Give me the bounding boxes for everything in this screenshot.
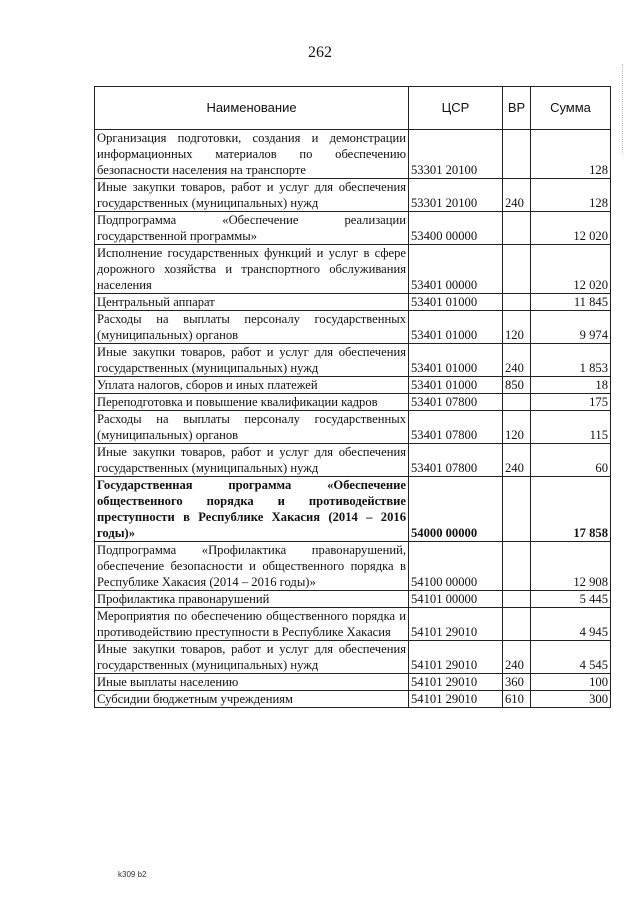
cell-csr: 53401 01000 (409, 377, 503, 394)
table-row (95, 608, 611, 641)
page-number: 262 (308, 44, 332, 61)
table-row (95, 411, 611, 444)
cell-vr (503, 394, 531, 411)
cell-sum: 1 853 (531, 344, 611, 377)
cell-name: Уплата налогов, сборов и иных платежей (95, 377, 409, 394)
table-row (95, 294, 611, 311)
table-row (95, 394, 611, 411)
cell-csr: 53401 07800 (409, 444, 503, 477)
cell-csr: 53401 01000 (409, 344, 503, 377)
cell-csr: 53401 00000 (409, 245, 503, 294)
table-header-row (95, 87, 611, 130)
cell-name: Переподготовка и повышение квалификации кадров (95, 394, 409, 411)
table-row (95, 344, 611, 377)
cell-name: Субсидии бюджетным учреждениям (95, 691, 409, 708)
cell-vr (503, 130, 531, 179)
cell-vr: 120 (503, 311, 531, 344)
cell-csr: 53401 07800 (409, 411, 503, 444)
cell-name: Государственная программа «Обеспечение общественного порядка и противодействие преступности в Республике Хакасия (2014 – 2016 годы)» (95, 477, 409, 542)
cell-csr: 54101 29010 (409, 691, 503, 708)
cell-sum: 12 020 (531, 212, 611, 245)
cell-name: Профилактика правонарушений (95, 591, 409, 608)
cell-csr: 54000 00000 (409, 477, 503, 542)
cell-name: Подпрограмма «Профилактика правонарушений, обеспечение безопасности и общественного порядка в Республике Хакасия (2014 – 2016 годы)» (95, 542, 409, 591)
table-row (95, 130, 611, 179)
table-row (95, 444, 611, 477)
cell-vr: 360 (503, 674, 531, 691)
cell-name: Подпрограмма «Обеспечение реализации государственной программы» (95, 212, 409, 245)
table-body (95, 130, 611, 708)
table-row (95, 542, 611, 591)
cell-sum: 4 545 (531, 641, 611, 674)
header-sum: Сумма (531, 87, 611, 130)
cell-csr: 54101 29010 (409, 674, 503, 691)
cell-csr: 53401 01000 (409, 311, 503, 344)
footer-code: k309 b2 (118, 870, 147, 879)
cell-vr (503, 212, 531, 245)
cell-vr (503, 542, 531, 591)
cell-name: Центральный аппарат (95, 294, 409, 311)
cell-csr: 54101 29010 (409, 608, 503, 641)
table-row (95, 212, 611, 245)
cell-vr: 610 (503, 691, 531, 708)
cell-sum: 9 974 (531, 311, 611, 344)
cell-csr: 54100 00000 (409, 542, 503, 591)
cell-csr: 53401 07800 (409, 394, 503, 411)
cell-name: Иные выплаты населению (95, 674, 409, 691)
cell-csr: 53400 00000 (409, 212, 503, 245)
cell-name: Иные закупки товаров, работ и услуг для обеспечения государственных (муниципальных) нужд (95, 444, 409, 477)
table-row (95, 245, 611, 294)
cell-sum: 17 858 (531, 477, 611, 542)
table-row (95, 477, 611, 542)
cell-vr (503, 294, 531, 311)
cell-name: Расходы на выплаты персоналу государственных (муниципальных) органов (95, 411, 409, 444)
header-vr: ВР (503, 87, 531, 130)
table-row (95, 691, 611, 708)
cell-name: Иные закупки товаров, работ и услуг для обеспечения государственных (муниципальных) нужд (95, 344, 409, 377)
cell-sum: 175 (531, 394, 611, 411)
cell-sum: 4 945 (531, 608, 611, 641)
cell-vr (503, 608, 531, 641)
cell-csr: 53301 20100 (409, 179, 503, 212)
margin-marks (622, 64, 624, 154)
cell-sum: 128 (531, 130, 611, 179)
cell-vr (503, 591, 531, 608)
table-row (95, 591, 611, 608)
table-row (95, 641, 611, 674)
header-name: Наименование (95, 87, 409, 130)
cell-sum: 100 (531, 674, 611, 691)
table-row (95, 674, 611, 691)
cell-csr: 54101 00000 (409, 591, 503, 608)
cell-vr (503, 477, 531, 542)
cell-csr: 54101 29010 (409, 641, 503, 674)
cell-sum: 12 020 (531, 245, 611, 294)
cell-name: Исполнение государственных функций и услуг в сфере дорожного хозяйства и транспортного обслуживания населения (95, 245, 409, 294)
cell-sum: 12 908 (531, 542, 611, 591)
cell-vr: 120 (503, 411, 531, 444)
cell-sum: 300 (531, 691, 611, 708)
cell-vr: 240 (503, 179, 531, 212)
cell-vr: 850 (503, 377, 531, 394)
cell-sum: 60 (531, 444, 611, 477)
cell-vr: 240 (503, 444, 531, 477)
budget-table (94, 86, 611, 708)
table-row (95, 179, 611, 212)
cell-csr: 53301 20100 (409, 130, 503, 179)
cell-sum: 18 (531, 377, 611, 394)
cell-name: Мероприятия по обеспечению общественного порядка и противодействию преступности в Республике Хакасия (95, 608, 409, 641)
header-csr: ЦСР (409, 87, 503, 130)
table-row (95, 311, 611, 344)
cell-sum: 5 445 (531, 591, 611, 608)
cell-name: Иные закупки товаров, работ и услуг для обеспечения государственных (муниципальных) нужд (95, 641, 409, 674)
table-row (95, 377, 611, 394)
cell-sum: 115 (531, 411, 611, 444)
cell-name: Организация подготовки, создания и демонстрации информационных материалов по обеспечению безопасности населения на транспорте (95, 130, 409, 179)
cell-name: Расходы на выплаты персоналу государственных (муниципальных) органов (95, 311, 409, 344)
cell-vr (503, 245, 531, 294)
cell-vr: 240 (503, 344, 531, 377)
cell-name: Иные закупки товаров, работ и услуг для обеспечения государственных (муниципальных) нужд (95, 179, 409, 212)
cell-csr: 53401 01000 (409, 294, 503, 311)
cell-sum: 11 845 (531, 294, 611, 311)
cell-vr: 240 (503, 641, 531, 674)
cell-sum: 128 (531, 179, 611, 212)
